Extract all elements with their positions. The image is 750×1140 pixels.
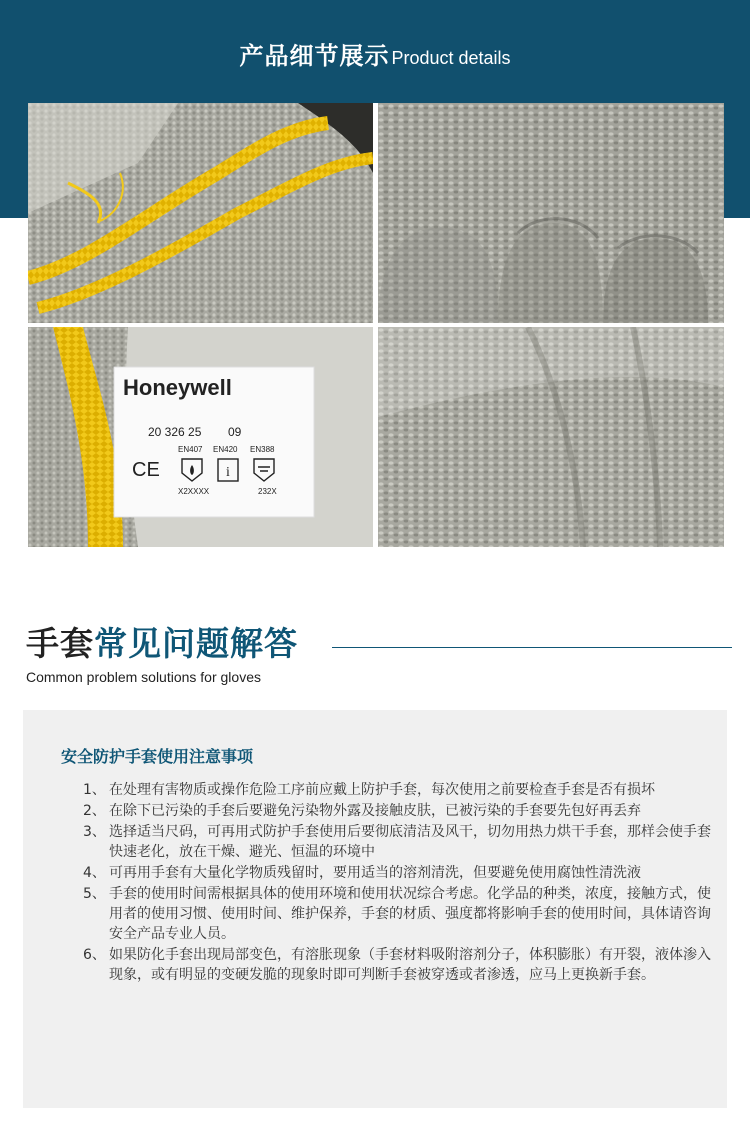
item-text: 可再用手套有大量化学物质残留时，要用适当的溶剂清洗，但要避免使用腐蚀性清洗液: [109, 865, 641, 881]
faq-title-prefix: 手套: [26, 624, 94, 663]
notes-list: [83, 780, 713, 986]
label-brand: Honeywell: [123, 375, 232, 400]
item-text: 手套的使用时间需根据具体的使用环境和使用状况综合考虑。化学品的种类，浓度，接触方式，使用者的使用习惯、使用时间、维护保养，手套的材质、强度都将影响手套的使用时间，具体请咨询安全产品专业人员。: [109, 886, 711, 942]
label-standard-en388: EN388: [250, 445, 275, 454]
item-number: 2、: [83, 803, 106, 819]
item-text: 在处理有害物质或操作危险工序前应戴上防护手套，每次使用之前要检查手套是否有损坏: [109, 782, 655, 798]
list-item: [83, 863, 713, 883]
faq-subtitle: Common problem solutions for gloves: [26, 669, 261, 685]
item-number: 3、: [83, 824, 106, 840]
list-item: [83, 780, 713, 800]
product-photo-grid: [28, 103, 724, 547]
item-number: 4、: [83, 865, 106, 881]
section-header: [0, 36, 750, 71]
label-code: 20 326 25: [148, 425, 202, 439]
faq-notes-panel: [23, 710, 727, 1108]
safety-pictograms-icon: [178, 457, 283, 483]
photo-label: [28, 327, 373, 547]
item-text: 在除下已污染的手套后要避免污染物外露及接触皮肤，已被污染的手套要先包好再丢弃: [109, 803, 641, 819]
item-text: 如果防化手套出现局部变色，有溶胀现象（手套材料吸附溶剂分子，体积膨胀）有开裂，液体渗入现象，或有明显的变硬发脆的现象时即可判断手套被穿透或者渗透，应马上更换新手套。: [109, 947, 711, 983]
list-item: [83, 822, 713, 862]
photo-finger-texture: [378, 103, 724, 323]
list-item: [83, 801, 713, 821]
header-title-cn: 产品细节展示: [239, 42, 390, 70]
label-standard-en420: EN420: [213, 445, 238, 454]
item-number: 6、: [83, 947, 106, 963]
ce-mark-icon: CE: [132, 459, 160, 481]
faq-title: [26, 618, 298, 665]
label-standard-en407: EN407: [178, 445, 203, 454]
cuff-edge-image: [28, 103, 373, 323]
list-item: [83, 884, 713, 944]
list-item: [83, 945, 713, 985]
notes-title: 安全防护手套使用注意事项: [61, 747, 254, 766]
item-number: 5、: [83, 886, 106, 902]
item-number: 1、: [83, 782, 106, 798]
item-text: 选择适当尺码，可再用式防护手套使用后要彻底清洁及风干，切勿用热力烘干手套，那样会使手套快速老化，放在干燥、避光、恒温的环境中: [109, 824, 711, 860]
label-rating-1: X2XXXX: [178, 487, 210, 496]
label-rating-2: 232X: [258, 487, 277, 496]
palm-texture-image: [378, 327, 724, 547]
photo-cuff-edge: [28, 103, 373, 323]
faq-title-accent: 常见问题解答: [94, 624, 298, 663]
svg-text:i: i: [226, 465, 230, 480]
label-size: 09: [228, 425, 242, 439]
finger-texture-image: [378, 103, 724, 323]
faq-divider: [332, 647, 732, 648]
header-title-en: Product details: [391, 48, 511, 68]
photo-palm-texture: [378, 327, 724, 547]
faq-heading: [26, 618, 298, 685]
